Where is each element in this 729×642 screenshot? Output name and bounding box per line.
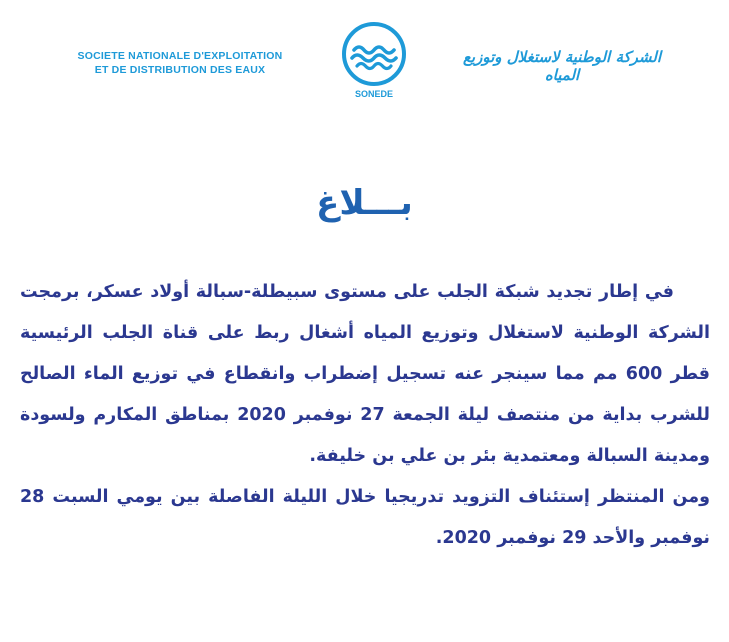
company-name-arabic: الشركة الوطنية لاستغلال وتوزيع المياه (462, 48, 662, 84)
notice-paragraph-1: في إطار تجديد شبكة الجلب على مستوى سبيطلة-سبالة أولاد عسكر، برمجت الشركة الوطنية لاستغلال وتوزيع المياه أشغال ربط على قناة الجلب الرئيسية قطر 600 مم مما سينجر عنه تسجيل إضطراب وانقطاع في توزيع الماء الصالح للشرب بداية من منتصف ليلة الجمعة 27 نوفمبر 2020 بمناطق المكارم ولسودة ومدينة السبالة ومعتمدية بئر بن علي بن خليفة. (20, 282, 710, 466)
water-waves-icon (340, 20, 408, 88)
company-name-french-line2: ET DE DISTRIBUTION DES EAUX (94, 64, 266, 76)
notice-title: بـــلاغ (316, 183, 413, 223)
sonede-logo (340, 20, 408, 104)
letterhead (0, 0, 729, 110)
company-name-french (62, 49, 298, 77)
company-name-french-line1: SOCIETE NATIONALE D'EXPLOITATION (77, 50, 283, 62)
notice-body (20, 272, 710, 559)
notice-paragraph-2: ومن المنتظر إستئناف التزويد تدريجيا خلال الليلة الفاصلة بين يومي السبت 28 نوفمبر والأحد 29 نوفمبر 2020. (20, 487, 710, 548)
logo-text: SONEDE (354, 89, 393, 99)
